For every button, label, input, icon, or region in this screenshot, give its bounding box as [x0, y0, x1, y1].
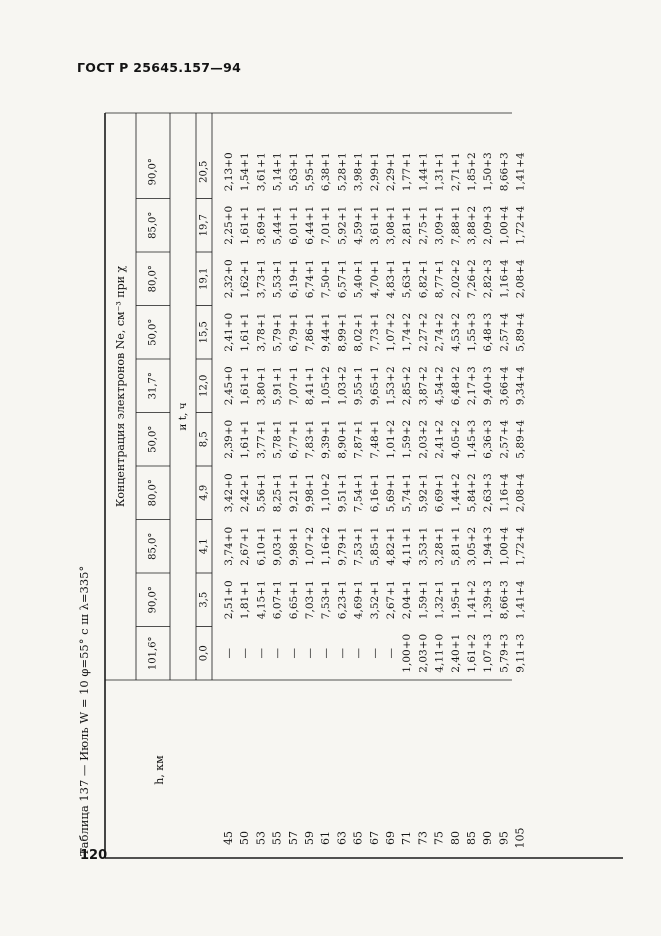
angle-label: 90,0° [147, 586, 159, 614]
table-cell: 7,26+2 [466, 259, 478, 299]
table-cell: — [336, 648, 349, 659]
table-cell: — [223, 648, 235, 659]
table-cell: 3,87+2 [417, 366, 430, 406]
table-cell: 3,69+1 [255, 205, 268, 245]
table-cell: — [368, 648, 381, 659]
table-cell: 1,59+2 [401, 419, 414, 459]
angle-label: 31,7° [147, 372, 159, 400]
time-label: 12,0 [198, 374, 210, 397]
table-cell: 7,48+1 [368, 419, 381, 459]
time-label: 4,1 [198, 538, 210, 555]
table-cell: 3,77+1 [255, 419, 268, 459]
height-header: h, км [153, 755, 166, 785]
table-cell: 4,15+1 [255, 580, 268, 620]
table-cell: 6,23+1 [336, 580, 349, 620]
table-cell: 2,17+3 [466, 366, 478, 406]
table-cell: — [385, 648, 397, 659]
table-cell: 1,41+4 [514, 580, 527, 620]
table-cell: 3,98+1 [352, 152, 365, 192]
table-cell: 5,89+4 [514, 419, 527, 459]
table-cell: 9,98+1 [304, 473, 316, 513]
table-cell: 7,87+1 [352, 419, 365, 459]
table-cell: 1,61+1 [239, 312, 252, 352]
table-cell: 3,66+4 [498, 366, 511, 406]
height-value: 45 [222, 831, 235, 845]
table-cell: 4,05+2 [449, 419, 462, 459]
table-cell: 8,02+1 [352, 312, 365, 352]
table-cell: 3,05+2 [466, 526, 478, 566]
table-cell: 1,16+4 [498, 259, 511, 299]
table-cell: 4,54+2 [433, 366, 446, 406]
document-header: ГОСТ Р 25645.157—94 [77, 60, 242, 75]
table-cell: 9,55+1 [352, 366, 365, 406]
table-cell: 2,81+1 [401, 205, 414, 245]
table-cell: 9,03+1 [271, 526, 284, 566]
table-cell: 3,80+1 [255, 366, 268, 406]
table-cell: — [320, 648, 333, 659]
table-cell: 2,25+0 [223, 205, 235, 245]
table-cell: 7,50+1 [320, 259, 333, 299]
table-cell: 2,32+0 [223, 259, 235, 299]
table-cell: 1,53+2 [385, 366, 397, 406]
table-cell: 7,54+1 [352, 473, 365, 513]
table-cell: 1,16+4 [498, 473, 511, 513]
table-cell: 6,10+1 [255, 526, 268, 566]
height-value: 73 [416, 831, 430, 845]
table-cell: 1,32+1 [433, 580, 446, 620]
table-cell: 4,53+2 [449, 312, 462, 352]
table-cell: 3,53+1 [417, 526, 430, 566]
table-cell: 2,03+0 [417, 633, 430, 673]
table-cell: — [239, 648, 252, 659]
table-cell: 1,61+1 [239, 419, 252, 459]
height-value: 85 [465, 831, 478, 845]
table-cell: 4,83+1 [385, 259, 397, 299]
table-cell: 8,99+1 [336, 312, 349, 352]
table-cell: — [271, 648, 284, 659]
table-cell: 6,16+1 [368, 473, 381, 513]
angle-label: 101,6° [147, 636, 159, 671]
table-cell: 5,40+1 [352, 259, 365, 299]
time-label: 20,5 [198, 160, 210, 183]
table-cell: 6,65+1 [287, 580, 300, 620]
table-cell: 1,44+2 [449, 473, 462, 513]
time-label: 19,1 [198, 267, 210, 290]
table-cell: 9,34+4 [514, 366, 527, 406]
time-label: 3,5 [198, 591, 210, 608]
table-cell: — [255, 648, 268, 659]
table-cell: 9,51+1 [336, 473, 349, 513]
height-value: 95 [497, 831, 511, 845]
table-cell: 1,74+2 [401, 312, 414, 352]
table-cell: 2,71+1 [449, 152, 462, 192]
height-value: 67 [367, 831, 381, 845]
table-cell: 6,19+1 [287, 259, 300, 299]
table-cell: 9,98+1 [287, 526, 300, 566]
table-cell: 3,09+1 [433, 205, 446, 245]
table-cell: 8,66+3 [498, 580, 511, 620]
table-cell: 5,95+1 [304, 152, 316, 192]
height-value: 75 [432, 831, 446, 845]
table-cell: 2,82+3 [482, 259, 495, 299]
table-cell: 8,41+1 [304, 366, 316, 406]
table-cell: 2,85+2 [401, 366, 414, 406]
table-cell: 7,03+1 [304, 580, 316, 620]
table-cell: 4,59+1 [352, 205, 365, 245]
table-cell: 4,11+0 [433, 633, 446, 673]
table-cell: 2,57+4 [498, 312, 511, 352]
table-cell: 2,41+0 [223, 312, 235, 352]
table-cell: 7,83+1 [304, 419, 316, 459]
table-cell: 9,21+1 [287, 473, 300, 513]
angle-label: 85,0° [147, 211, 159, 239]
table-cell: 3,28+1 [433, 526, 446, 566]
table-cell: 7,53+1 [352, 526, 365, 566]
table-cell: 2,09+3 [482, 205, 495, 245]
table-cell: 7,86+1 [304, 312, 316, 352]
table-cell: 1,72+4 [514, 205, 527, 245]
table-cell: 5,53+1 [271, 259, 284, 299]
angle-label: 80,0° [147, 265, 159, 293]
table-cell: 2,27+2 [417, 312, 430, 352]
table-cell: 2,08+4 [514, 259, 527, 299]
table-cell: 5,91+1 [271, 366, 284, 406]
table-cell: 6,79+1 [287, 312, 300, 352]
table-cell: 2,39+0 [223, 419, 235, 459]
table-cell: 1,55+3 [466, 312, 478, 352]
time-label: 15,5 [198, 321, 210, 344]
height-value: 50 [238, 831, 252, 845]
table-cell: 3,73+1 [255, 259, 268, 299]
table-cell: 2,57+4 [498, 419, 511, 459]
table-cell: 1,61+1 [239, 366, 252, 406]
table-cell: 1,41+4 [514, 152, 527, 192]
table-cell: 9,39+1 [320, 419, 333, 459]
table-cell: 5,44+1 [271, 205, 284, 245]
table-cell: 1,59+1 [417, 580, 430, 620]
table-cell: 6,48+3 [482, 312, 495, 352]
table-cell: 1,77+1 [401, 152, 414, 192]
table-cell: 8,66+3 [498, 152, 511, 192]
table-cell: 5,56+1 [255, 473, 268, 513]
angle-label: 85,0° [147, 532, 159, 560]
table-cell: 5,74+1 [401, 473, 414, 513]
table-cell: 5,14+1 [271, 152, 284, 192]
table-cell: 7,07+1 [287, 366, 300, 406]
table-cell: 1,31+1 [433, 152, 446, 192]
table-cell: 5,28+1 [336, 152, 349, 192]
table-cell: 6,57+1 [336, 259, 349, 299]
table-cell: 2,29+1 [385, 152, 397, 192]
table-cell: 6,74+1 [304, 259, 316, 299]
table-cell: 6,69+1 [433, 473, 446, 513]
table-cell: 5,92+1 [336, 205, 349, 245]
table-cell: 5,81+1 [449, 526, 462, 566]
table-cell: — [287, 648, 300, 659]
table-cell: 1,41+2 [466, 580, 478, 620]
height-value: 57 [286, 831, 300, 845]
table-cell: 1,00+0 [401, 633, 414, 673]
table-cell: 6,36+3 [482, 419, 495, 459]
table-cell: 8,25+1 [271, 473, 284, 513]
table-cell: 3,74+0 [223, 526, 235, 566]
table-cell: 2,02+2 [449, 259, 462, 299]
table-cell: 5,78+1 [271, 419, 284, 459]
table-cell: 2,41+2 [433, 419, 446, 459]
table-cell: 4,82+1 [385, 526, 397, 566]
table-cell: 1,10+2 [320, 473, 333, 513]
table-cell: — [352, 648, 365, 659]
table-cell: 5,79+1 [271, 312, 284, 352]
table-cell: 5,79+3 [498, 633, 511, 673]
table-cell: 3,61+1 [368, 205, 381, 245]
height-value: 90 [481, 831, 495, 845]
table-cell: 2,08+4 [514, 473, 527, 513]
table-cell: 8,90+1 [336, 419, 349, 459]
table-cell: 6,77+1 [287, 419, 300, 459]
table-cell: 9,79+1 [336, 526, 349, 566]
table-cell: 9,40+3 [482, 366, 495, 406]
table-cell: 1,05+2 [320, 366, 333, 406]
time-label: 0,0 [198, 645, 210, 662]
time-header: и t, ч [177, 402, 189, 431]
page-number: 120 [80, 848, 108, 863]
time-label: 8,5 [198, 431, 210, 448]
table-cell: 1,44+1 [417, 152, 430, 192]
table-cell: 6,44+1 [304, 205, 316, 245]
table-cell: 2,45+0 [223, 366, 235, 406]
table-cell: 1,95+1 [449, 580, 462, 620]
table-cell: 2,13+0 [223, 152, 235, 192]
table-cell: 2,40+1 [449, 633, 462, 673]
table-cell: 2,75+1 [417, 205, 430, 245]
table-cell: 2,03+2 [417, 419, 430, 459]
table-cell: 1,45+3 [466, 419, 478, 459]
table-cell: 6,48+2 [449, 366, 462, 406]
table-cell: 4,69+1 [352, 580, 365, 620]
table-cell: 8,77+1 [433, 259, 446, 299]
table-cell: 3,42+0 [223, 473, 235, 513]
height-value: 61 [319, 831, 333, 845]
table-cell: 5,63+1 [287, 152, 300, 192]
table-cell: 9,11+3 [514, 633, 527, 673]
table-cell: 1,00+4 [498, 205, 511, 245]
table-cell: 1,54+1 [239, 152, 252, 192]
table-cell: 5,89+4 [514, 312, 527, 352]
height-value: 71 [400, 831, 414, 845]
table-cell: 5,92+1 [417, 473, 430, 513]
height-value: 55 [270, 831, 284, 845]
table-cell: 1,62+1 [239, 259, 252, 299]
table-cell: 1,85+2 [466, 152, 478, 192]
table-cell: 7,01+1 [320, 205, 333, 245]
table-cell: 7,73+1 [368, 312, 381, 352]
table-cell: 1,00+4 [498, 526, 511, 566]
table-cell: 1,01+2 [385, 419, 397, 459]
table-cell: 1,16+2 [320, 526, 333, 566]
table-cell: 3,88+2 [466, 205, 478, 245]
table-cell: 7,53+1 [320, 580, 333, 620]
table-cell: 2,99+1 [368, 152, 381, 192]
table-cell: 3,78+1 [255, 312, 268, 352]
table-cell: 3,61+1 [255, 152, 268, 192]
table-cell: 6,82+1 [417, 259, 430, 299]
height-value: 53 [254, 831, 268, 845]
table-cell: 6,07+1 [271, 580, 284, 620]
table-cell: 5,63+1 [401, 259, 414, 299]
table-cell: 9,65+1 [368, 366, 381, 406]
time-label: 4,9 [198, 484, 210, 501]
table-cell: 1,81+1 [239, 580, 252, 620]
table-cell: 3,52+1 [368, 580, 381, 620]
table-cell: 1,03+2 [336, 366, 349, 406]
table-cell: 1,61+2 [466, 633, 478, 673]
angle-label: 50,0° [147, 425, 159, 453]
height-value: 69 [384, 831, 397, 845]
angle-label: 50,0° [147, 318, 159, 346]
table-cell: 1,94+3 [482, 526, 495, 566]
table-cell: 2,67+1 [385, 580, 397, 620]
table-cell: 9,44+1 [320, 312, 333, 352]
table-caption: Таблица 137 — Июль W = 10 φ=55° с ш λ=335° [77, 565, 91, 856]
table-cell: 6,38+1 [320, 152, 333, 192]
table-cell: 6,01+1 [287, 205, 300, 245]
table-cell: 1,07+3 [482, 633, 495, 673]
table-cell: 7,88+1 [449, 205, 462, 245]
table-cell: 4,11+1 [401, 526, 414, 566]
height-value: 59 [303, 831, 316, 845]
table-cell: 3,08+1 [385, 205, 397, 245]
group-header: Концентрация электронов Ne, см⁻³ при χ [114, 265, 127, 508]
table-cell: 1,72+4 [514, 526, 527, 566]
table-cell: 2,51+0 [223, 580, 235, 620]
table-cell: 2,63+3 [482, 473, 495, 513]
table-cell: 5,69+1 [385, 473, 397, 513]
table-cell: 1,39+3 [482, 580, 495, 620]
height-value: 65 [351, 831, 365, 845]
height-value: 80 [448, 831, 462, 845]
table-cell: 1,07+2 [304, 526, 316, 566]
table-cell: — [304, 648, 316, 659]
table-cell: 5,84+2 [466, 473, 478, 513]
height-value: 105 [513, 827, 527, 849]
table-cell: 2,42+1 [239, 473, 252, 513]
table-cell: 1,50+3 [482, 152, 495, 192]
table-cell: 5,85+1 [368, 526, 381, 566]
angle-label: 90,0° [147, 158, 159, 186]
table-cell: 2,74+2 [433, 312, 446, 352]
table-cell: 1,07+2 [385, 312, 397, 352]
angle-label: 80,0° [147, 479, 159, 507]
time-label: 19,7 [198, 214, 210, 237]
height-value: 63 [335, 831, 349, 845]
table-cell: 2,67+1 [239, 526, 252, 566]
table-cell: 4,70+1 [368, 259, 381, 299]
table-cell: 2,04+1 [401, 580, 414, 620]
table-cell: 1,61+1 [239, 205, 252, 245]
